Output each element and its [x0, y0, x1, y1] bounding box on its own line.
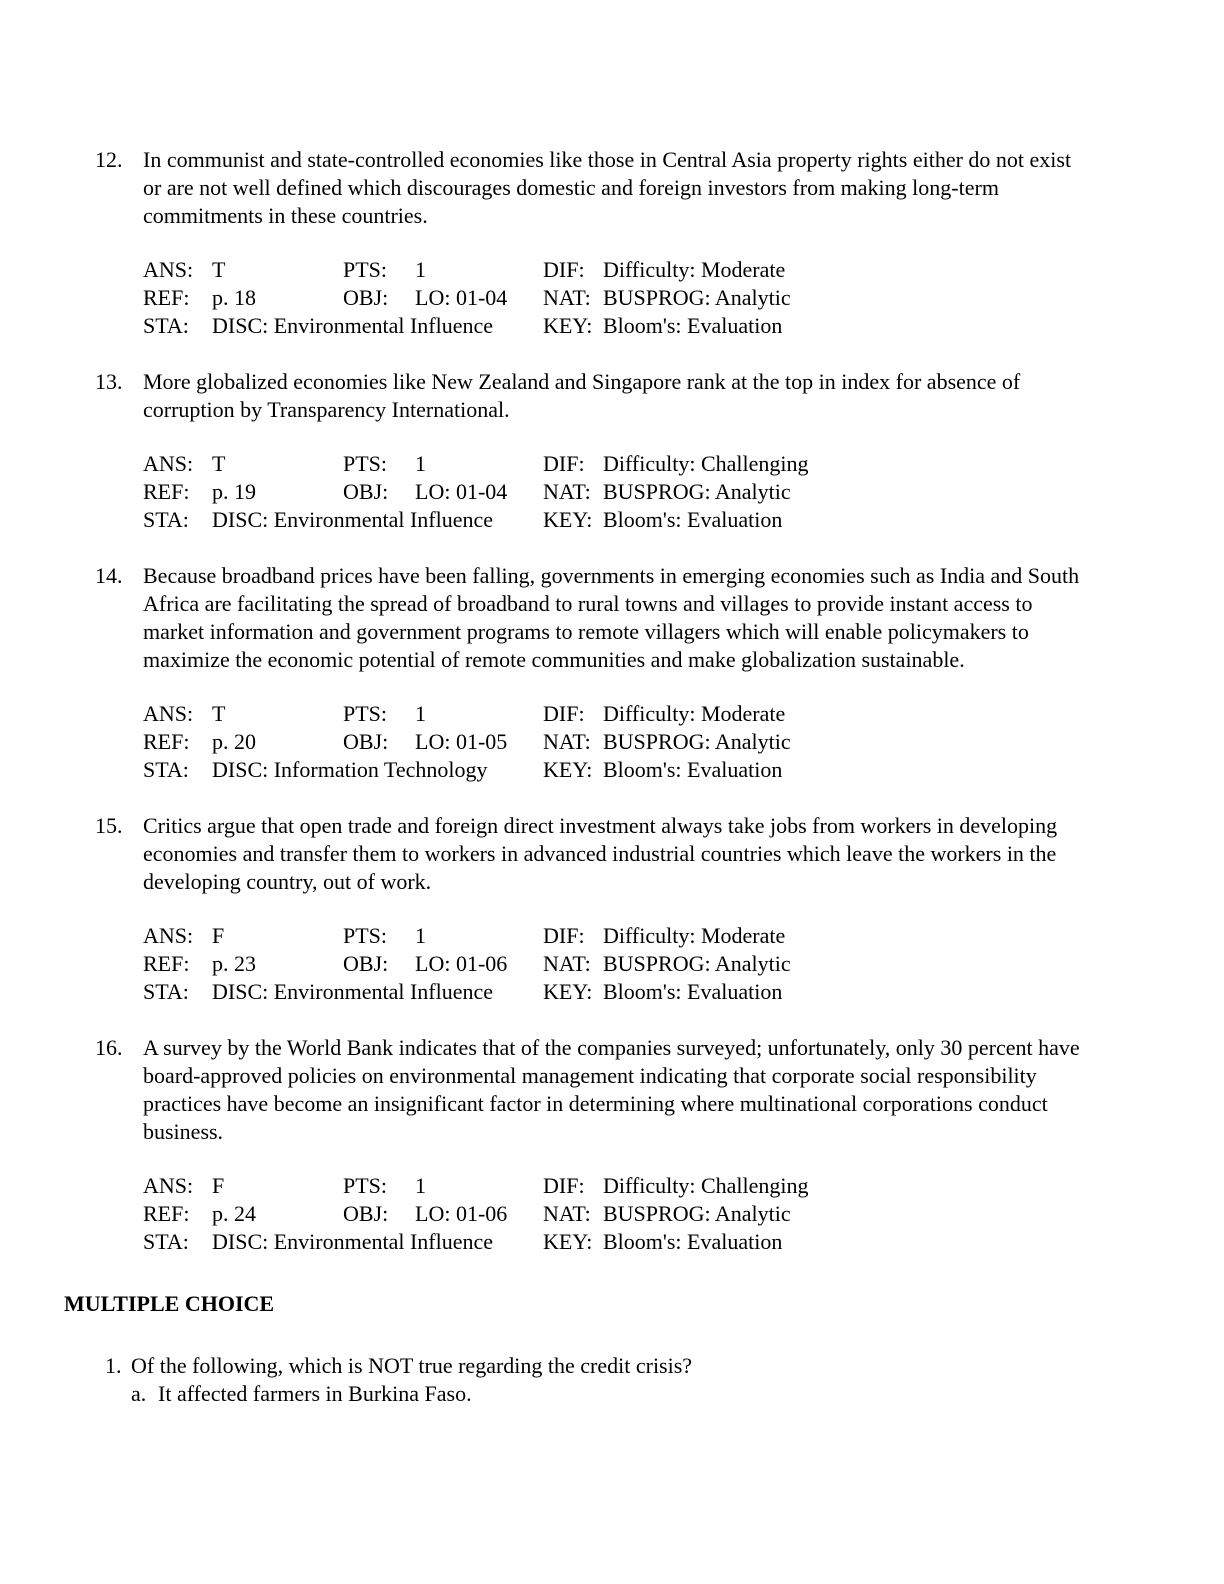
tf-question-13: [0, 368, 1224, 534]
dif-value: Difficulty: Moderate: [603, 701, 786, 726]
obj-label: OBJ:: [343, 285, 389, 310]
dif-value: Difficulty: Moderate: [603, 257, 786, 282]
sta-label: STA:: [143, 757, 189, 782]
ans-value: F: [212, 1173, 225, 1198]
obj-value: LO: 01-06: [415, 1201, 508, 1226]
obj-value: LO: 01-04: [415, 479, 508, 504]
key-value: Bloom's: Evaluation: [603, 507, 783, 532]
ref-value: p. 20: [212, 729, 256, 754]
key-value: Bloom's: Evaluation: [603, 1229, 783, 1254]
dif-value: Difficulty: Challenging: [603, 1173, 809, 1198]
nat-value: BUSPROG: Analytic: [603, 1201, 791, 1226]
pts-label: PTS:: [343, 701, 388, 726]
question-number: 15.: [95, 813, 123, 838]
answer-row: [143, 950, 1224, 978]
question-text: More globalized economies like New Zealand and Singapore rank at the top in index for absence of corruption by Transparency International.: [143, 369, 1021, 422]
tf-question-14: [0, 562, 1224, 784]
sta-label: STA:: [143, 313, 189, 338]
ans-value: T: [212, 451, 226, 476]
ans-label: ANS:: [143, 701, 194, 726]
answer-block: [143, 1172, 1224, 1256]
key-label: KEY:: [543, 757, 593, 782]
ref-value: p. 23: [212, 951, 256, 976]
pts-value: 1: [415, 1173, 426, 1198]
nat-label: NAT:: [543, 729, 591, 754]
answer-block: [143, 700, 1224, 784]
section-heading-multiple-choice: MULTIPLE CHOICE: [64, 1291, 275, 1316]
question-number: 1.: [105, 1353, 122, 1378]
obj-label: OBJ:: [343, 951, 389, 976]
answer-block: [143, 450, 1224, 534]
answer-block: [143, 922, 1224, 1006]
answer-row: [143, 506, 1224, 534]
tf-question-16: [0, 1034, 1224, 1256]
question-text: Of the following, which is NOT true regarding the credit crisis?: [131, 1353, 693, 1378]
question-number: 14.: [95, 563, 123, 588]
obj-value: LO: 01-06: [415, 951, 508, 976]
ref-label: REF:: [143, 285, 190, 310]
obj-value: LO: 01-05: [415, 729, 508, 754]
key-label: KEY:: [543, 1229, 593, 1254]
answer-row: [143, 312, 1224, 340]
dif-label: DIF:: [543, 257, 585, 282]
answer-row: [143, 728, 1224, 756]
sta-value: DISC: Environmental Influence: [212, 1229, 494, 1254]
dif-value: Difficulty: Challenging: [603, 451, 809, 476]
mc-question-1: [0, 1352, 1224, 1408]
obj-label: OBJ:: [343, 729, 389, 754]
question-text: A survey by the World Bank indicates that of the companies surveyed; unfortunately, only 30 percent have board-approved policies on environmental management indicating that corporate social responsibility practices have become an insignificant factor in determining where multinational corporations conduct business.: [143, 1035, 1080, 1144]
ans-label: ANS:: [143, 257, 194, 282]
obj-value: LO: 01-04: [415, 285, 508, 310]
sta-label: STA:: [143, 979, 189, 1004]
obj-label: OBJ:: [343, 479, 389, 504]
answer-row: [143, 450, 1224, 478]
nat-value: BUSPROG: Analytic: [603, 729, 791, 754]
option-text: It affected farmers in Burkina Faso.: [158, 1381, 472, 1406]
sta-value: DISC: Environmental Influence: [212, 979, 494, 1004]
nat-label: NAT:: [543, 1201, 591, 1226]
key-label: KEY:: [543, 313, 593, 338]
sta-value: DISC: Environmental Influence: [212, 313, 494, 338]
answer-block: [143, 256, 1224, 340]
pts-label: PTS:: [343, 451, 388, 476]
dif-value: Difficulty: Moderate: [603, 923, 786, 948]
tf-question-15: [0, 812, 1224, 1006]
pts-value: 1: [415, 923, 426, 948]
nat-value: BUSPROG: Analytic: [603, 951, 791, 976]
key-value: Bloom's: Evaluation: [603, 757, 783, 782]
dif-label: DIF:: [543, 1173, 585, 1198]
sta-value: DISC: Environmental Influence: [212, 507, 494, 532]
sta-label: STA:: [143, 1229, 189, 1254]
nat-label: NAT:: [543, 479, 591, 504]
question-number: 13.: [95, 369, 123, 394]
ref-label: REF:: [143, 479, 190, 504]
nat-label: NAT:: [543, 951, 591, 976]
dif-label: DIF:: [543, 923, 585, 948]
answer-row: [143, 284, 1224, 312]
nat-value: BUSPROG: Analytic: [603, 479, 791, 504]
dif-label: DIF:: [543, 701, 585, 726]
key-label: KEY:: [543, 507, 593, 532]
ans-value: T: [212, 701, 226, 726]
ans-label: ANS:: [143, 1173, 194, 1198]
ref-value: p. 24: [212, 1201, 256, 1226]
pts-label: PTS:: [343, 1173, 388, 1198]
sta-value: DISC: Information Technology: [212, 757, 488, 782]
dif-label: DIF:: [543, 451, 585, 476]
key-value: Bloom's: Evaluation: [603, 979, 783, 1004]
pts-label: PTS:: [343, 257, 388, 282]
question-text: In communist and state-controlled economies like those in Central Asia property rights either do not exist or are not well defined which discourages domestic and foreign investors from making long-term commitments in these countries.: [143, 147, 1072, 228]
option-letter: a.: [131, 1381, 147, 1406]
ref-value: p. 18: [212, 285, 256, 310]
ans-value: F: [212, 923, 225, 948]
ref-label: REF:: [143, 729, 190, 754]
answer-row: [143, 1172, 1224, 1200]
nat-label: NAT:: [543, 285, 591, 310]
pts-value: 1: [415, 257, 426, 282]
answer-row: [143, 478, 1224, 506]
answer-row: [143, 256, 1224, 284]
tf-question-12: [0, 146, 1224, 340]
ref-value: p. 19: [212, 479, 256, 504]
answer-row: [143, 978, 1224, 1006]
question-text: Because broadband prices have been falling, governments in emerging economies such as India and South Africa are facilitating the spread of broadband to rural towns and villages to provide instant access to market information and government programs to remote villagers which will enable policymakers to maximize the economic potential of remote communities and make globalization sustainable.: [143, 563, 1080, 672]
pts-value: 1: [415, 701, 426, 726]
question-number: 16.: [95, 1035, 123, 1060]
answer-row: [143, 756, 1224, 784]
answer-row: [143, 922, 1224, 950]
ans-label: ANS:: [143, 451, 194, 476]
nat-value: BUSPROG: Analytic: [603, 285, 791, 310]
sta-label: STA:: [143, 507, 189, 532]
key-label: KEY:: [543, 979, 593, 1004]
ref-label: REF:: [143, 951, 190, 976]
ans-value: T: [212, 257, 226, 282]
obj-label: OBJ:: [343, 1201, 389, 1226]
pts-label: PTS:: [343, 923, 388, 948]
answer-row: [143, 700, 1224, 728]
pts-value: 1: [415, 451, 426, 476]
answer-row: [143, 1200, 1224, 1228]
question-text: Critics argue that open trade and foreign direct investment always take jobs from workers in developing economies and transfer them to workers in advanced industrial countries which leave the workers in the developing country, out of work.: [143, 813, 1058, 894]
key-value: Bloom's: Evaluation: [603, 313, 783, 338]
ref-label: REF:: [143, 1201, 190, 1226]
mc-option-a: [131, 1380, 1224, 1408]
question-number: 12.: [95, 147, 123, 172]
ans-label: ANS:: [143, 923, 194, 948]
answer-row: [143, 1228, 1224, 1256]
